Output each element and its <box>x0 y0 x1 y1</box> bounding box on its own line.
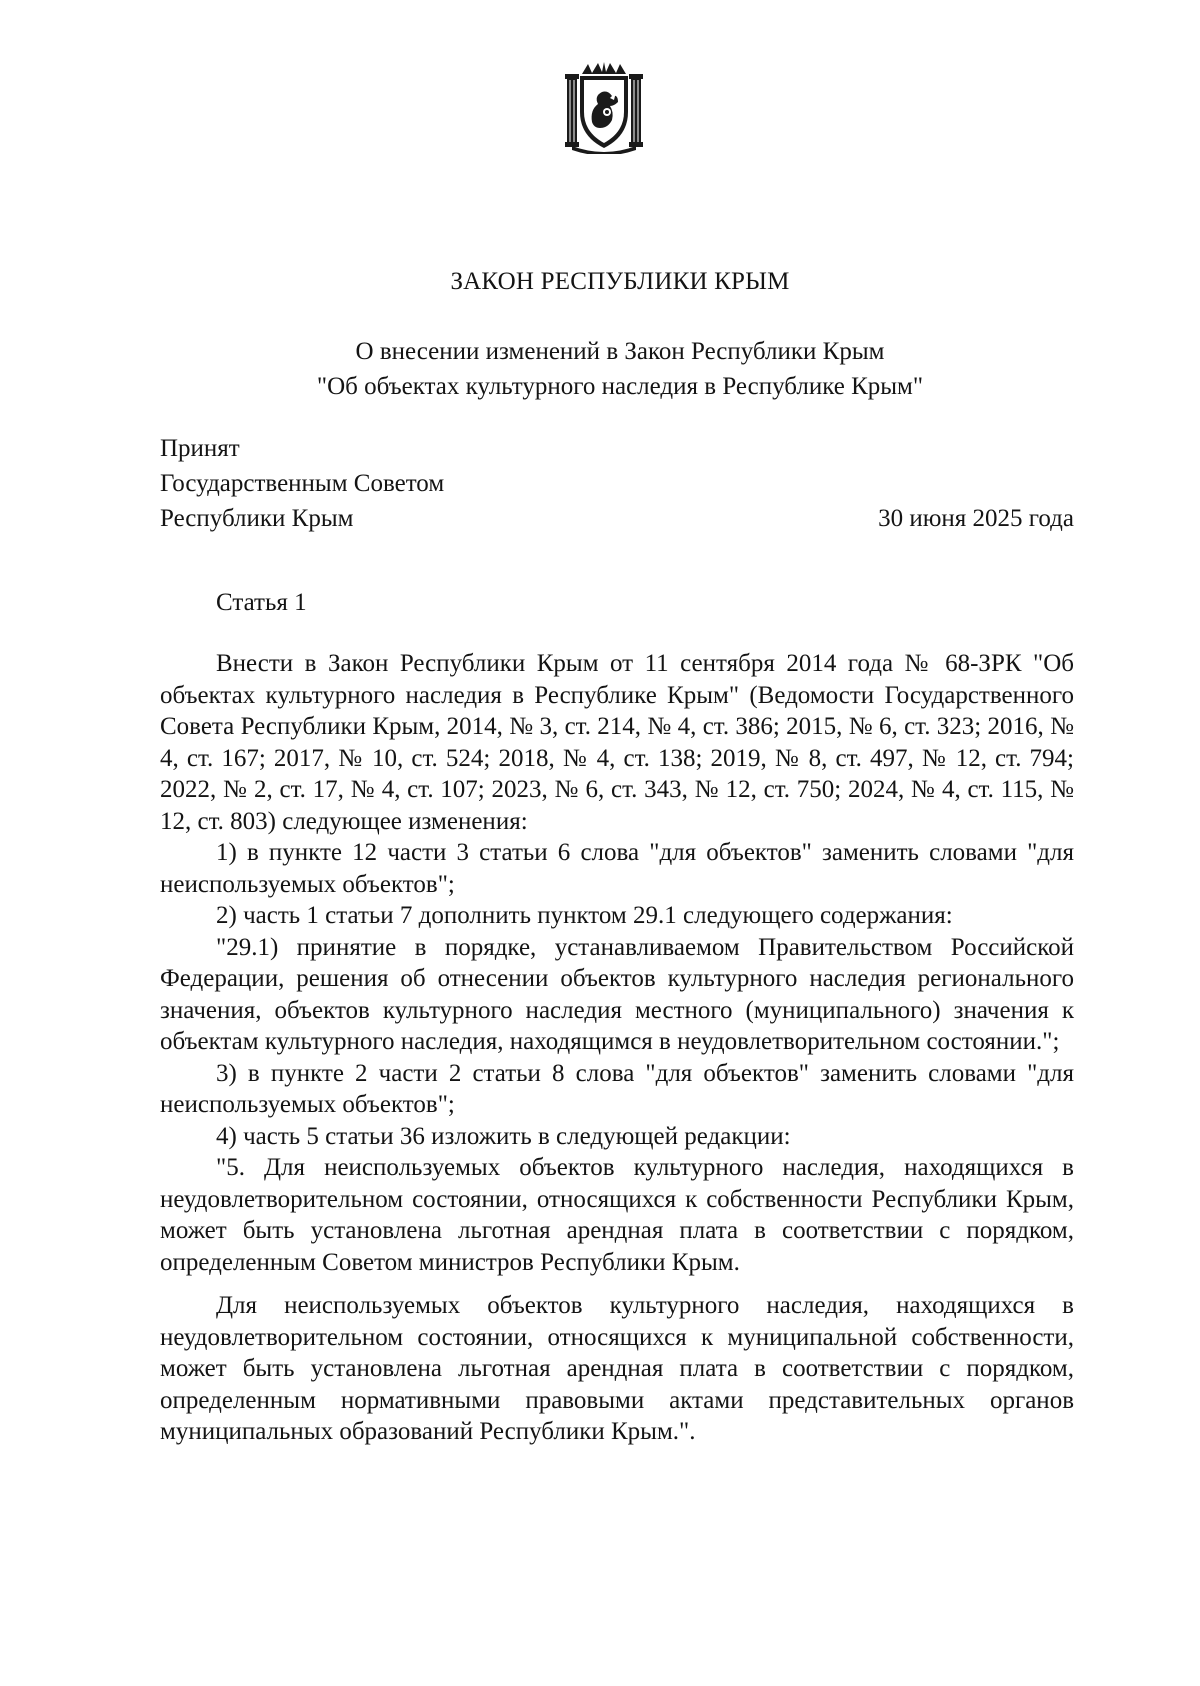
article-paragraph: Внести в Закон Республики Крым от 11 сентября 2014 года № 68-ЗРК "Об объектах культурного наследия в Республике Крым" (Ведомости Государственного Совета Республики Крым, 2014, № 3, ст. 214, № 4, ст. 386; 2015, № 6, ст. 323; 2016, № 4, ст. 167; 2017, № 10, ст. 524; 2018, № 4, ст. 138; 2019, № 8, ст. 497, № 12, ст. 794; 2022, № 2, ст. 17, № 4, ст. 107; 2023, № 6, ст. 343, № 12, ст. 750; 2024, № 4, ст. 115, № 12, ст. 803) следующее изменения: <box>160 650 1074 835</box>
adoption-block <box>160 431 444 536</box>
article-paragraph: 2) часть 1 статьи 7 дополнить пунктом 29.1 следующего содержания: <box>216 902 953 929</box>
adoption-line: Принят <box>160 435 240 462</box>
article-body <box>160 648 1074 1448</box>
subtitle-line: О внесении изменений в Закон Республики Крым <box>355 338 885 365</box>
document-subtitle <box>0 334 1200 404</box>
article-paragraph: "5. Для неиспользуемых объектов культурного наследия, находящихся в неудовлетворительном состоянии, относящихся к собственности Республики Крым, может быть установлена льготная арендная плата в соответствии с порядком, определенным Советом министров Республики Крым. <box>160 1154 1074 1276</box>
adoption-line: Государственным Советом <box>160 470 445 497</box>
article-paragraph: "29.1) принятие в порядке, устанавливаемом Правительством Российской Федерации, решения об отнесении объектов культурного наследия регионального значения, объектов культурного наследия местного (муниципального) значения к объектам культурного наследия, находящимся в неудовлетворительном состоянии."; <box>160 933 1074 1055</box>
article-paragraph: 3) в пункте 2 части 2 статьи 8 слова "для объектов" заменить словами "для неиспользуемых объектов"; <box>160 1059 1074 1118</box>
adoption-date: 30 июня 2025 года <box>878 505 1074 532</box>
subtitle-line: "Об объектах культурного наследия в Республике Крым" <box>316 373 924 400</box>
article-heading: Статья 1 <box>216 589 307 616</box>
adoption-line: Республики Крым <box>160 505 354 532</box>
document-title: ЗАКОН РЕСПУБЛИКИ КРЫМ <box>450 268 790 295</box>
crimea-coat-of-arms-icon <box>564 62 644 154</box>
article-paragraph: 1) в пункте 12 части 3 статьи 6 слова "для объектов" заменить словами "для неиспользуемых объектов"; <box>160 839 1074 898</box>
article-paragraph: 4) часть 5 статьи 36 изложить в следующей редакции: <box>216 1122 791 1150</box>
article-paragraph: Для неиспользуемых объектов культурного наследия, находящихся в неудовлетворительном состоянии, относящихся к муниципальной собственности, может быть установлена льготная арендная плата в соответствии с порядком, определенным нормативными правовыми актами представительных органов муниципальных образований Республики Крым.". <box>160 1292 1074 1445</box>
